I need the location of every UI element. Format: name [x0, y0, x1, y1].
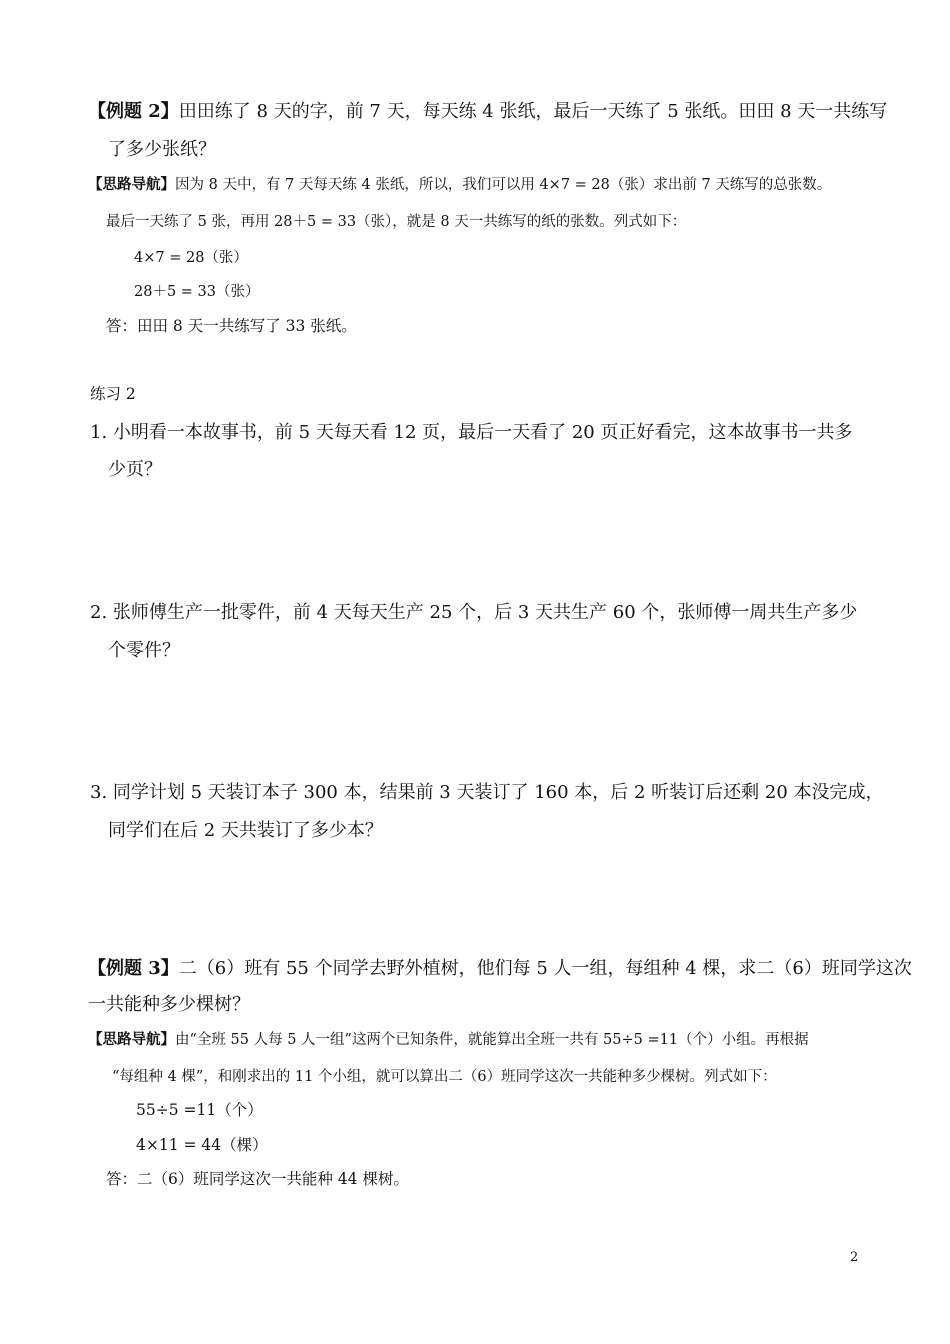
- example3-question-line2: 一共能种多少棵树？: [88, 994, 250, 1015]
- practice2-q2-answer-space[interactable]: [90, 670, 860, 770]
- example3-question-line1: [88, 954, 912, 980]
- page-number: 2: [850, 1250, 859, 1265]
- practice2-title: 练习 2: [90, 385, 136, 403]
- example2-equation2: 28＋5 = 33（张）: [134, 284, 260, 300]
- example2-hint-line2: 最后一天练了 5 张，再用 28＋5 = 33（张），就是 8 天一共练写的纸的张数。列式如下：: [106, 214, 687, 230]
- example2-equation1: 4×7 = 28（张）: [134, 250, 248, 266]
- example2-question-line2: 了多少张纸？: [108, 139, 216, 160]
- example3-hint-text: 由“全班 55 人每 5 人一组”这两个已知条件，就能算出全班一共有 55÷5 =11（个）小组。再根据: [175, 1032, 809, 1048]
- practice2-q3-line2: 同学们在后 2 天共装订了多少本？: [108, 820, 383, 841]
- example2-hint-tag: 【思路导航】: [88, 176, 175, 193]
- example3-hint-line1: [88, 1028, 809, 1049]
- practice2-q2-line2: 个零件？: [108, 640, 180, 661]
- example3-hint-line2: “每组种 4 棵”，和刚求出的 11 个小组，就可以算出二（6）班同学这次一共能种多少棵树。列式如下：: [112, 1069, 777, 1085]
- practice2-q2-line1: 2. 张师傅生产一批零件，前 4 天每天生产 25 个，后 3 天共生产 60 个，张师傅一周共生产多少: [90, 602, 858, 623]
- example2-question-line1: [88, 97, 887, 123]
- example3-tag: 【例题 3】: [88, 958, 179, 979]
- example2-hint-line1: [88, 173, 831, 194]
- example2-tag: 【例题 2】: [88, 101, 179, 122]
- example2-hint-text: 因为 8 天中，有 7 天每天练 4 张纸，所以，我们可以用 4×7 = 28（张）求出前 7 天练写的总张数。: [175, 177, 832, 193]
- example3-question-text: 二（6）班有 55 个同学去野外植树，他们每 5 人一组，每组种 4 棵，求二（6）班同学这次: [178, 958, 912, 979]
- practice2-q3-line1: 3. 同学计划 5 天装订本子 300 本，结果前 3 天装订了 160 本，后 2 听装订后还剩 20 本没完成，: [90, 782, 884, 803]
- practice2-q1-answer-space[interactable]: [90, 490, 860, 590]
- practice2-q1-line1: 1. 小明看一本故事书，前 5 天每天看 12 页，最后一天看了 20 页正好看完，这本故事书一共多: [90, 422, 853, 443]
- example2-question-text: 田田练了 8 天的字，前 7 天，每天练 4 张纸，最后一天练了 5 张纸。田田 8 天一共练写: [178, 101, 888, 122]
- example3-equation1: 55÷5 =11（个）: [136, 1101, 263, 1119]
- example3-equation2: 4×11 = 44（棵）: [136, 1136, 268, 1154]
- example3-answer: 答：二（6）班同学这次一共能种 44 棵树。: [106, 1170, 409, 1188]
- example2-answer: 答：田田 8 天一共练写了 33 张纸。: [106, 317, 357, 335]
- practice2-q1-line2: 少页？: [108, 459, 162, 480]
- practice2-q3-answer-space[interactable]: [90, 850, 860, 940]
- example3-hint-tag: 【思路导航】: [88, 1031, 175, 1048]
